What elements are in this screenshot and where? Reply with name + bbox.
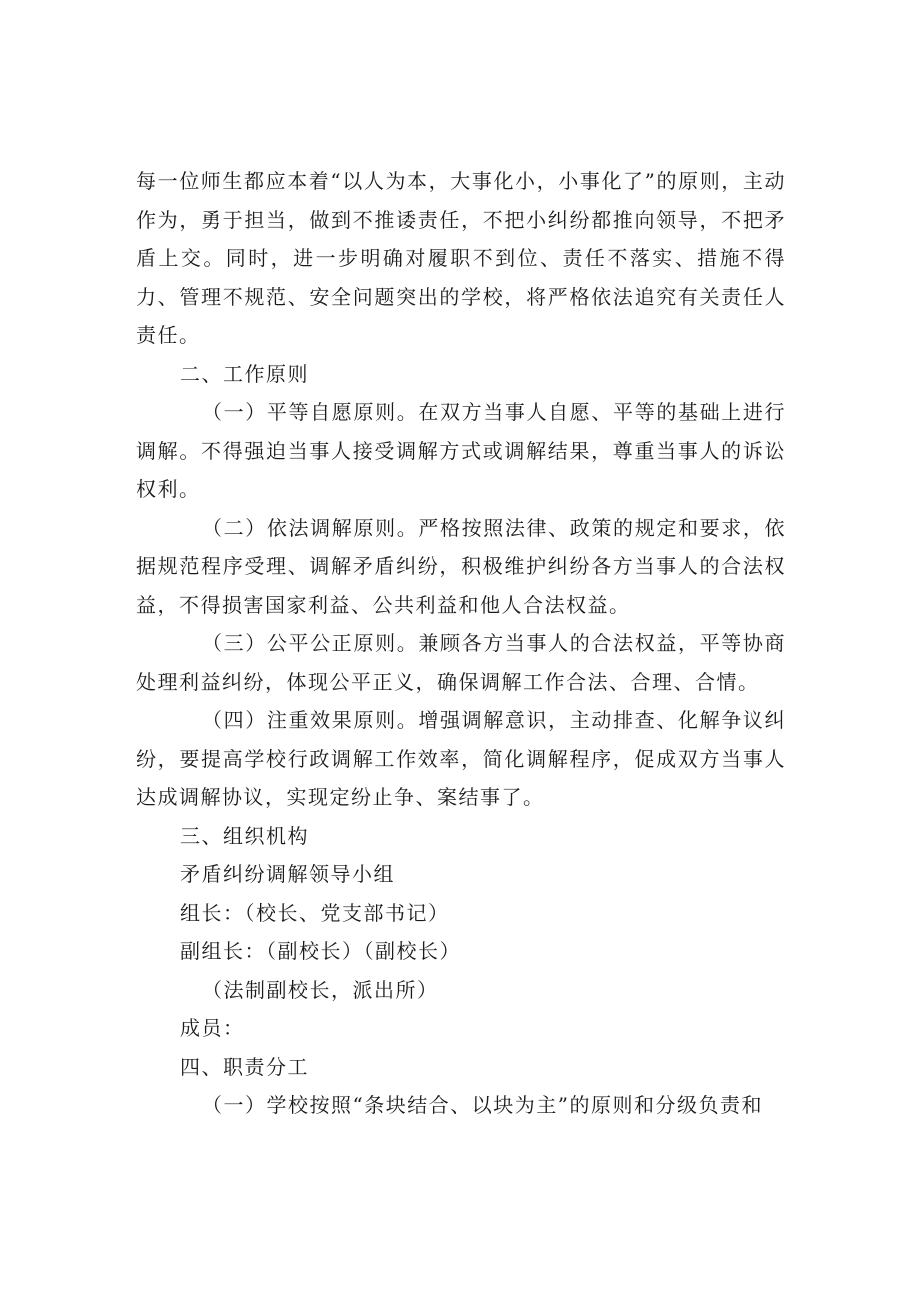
paragraph-principle-voluntary: （一）平等自愿原则。在双方当事人自愿、平等的基础上进行调解。不得强迫当事人接受调解方式或调解结果，尊重当事人的诉讼权利。 [136,400,786,501]
group-name: 矛盾纠纷调解领导小组 [180,862,395,886]
section-heading-duties: 四、职责分工 [180,1054,309,1079]
paragraph-responsibility: 每一位师生都应本着“以人为本，大事化小，小事化了”的原则，主动作为，勇于担当，做到不推诿责任，不把小纠纷都推向领导，不把矛盾上交。同时，进一步明确对履职不到位、责任不落实、措施不得力、管理不规范、安全问题突出的学校，将严格依法追究有关责任人责任。 [136,169,786,347]
group-leader-line: 组长：（校长、党支部书记） [180,900,450,925]
section-heading-work-principles: 二、工作原则 [180,361,309,386]
paragraph-principle-fairness: （三）公平公正原则。兼顾各方当事人的合法权益，平等协商处理利益纠纷，体现公平正义，确保调解工作合法、合理、合情。 [136,631,786,694]
paragraph-duty-one: （一）学校按照“条块结合、以块为主”的原则和分级负责和 [202,1093,763,1117]
deputy-leader-extra-line: （法制副校长，派出所） [202,977,439,1002]
deputy-leader-line: 副组长：（副校长）（副校长） [180,939,461,963]
members-line: 成员： [180,1016,245,1040]
section-heading-organization: 三、组织机构 [180,823,309,848]
document-body [136,162,786,1125]
paragraph-principle-effectiveness: （四）注重效果原则。增强调解意识，主动排查、化解争议纠纷，要提高学校行政调解工作效率，简化调解程序，促成双方当事人达成调解协议，实现定纷止争、案结事了。 [136,708,786,809]
paragraph-principle-lawful: （二）依法调解原则。严格按照法律、政策的规定和要求，依据规范程序受理、调解矛盾纠纷，积极维护纠纷各方当事人的合法权益，不得损害国家利益、公共利益和他人合法权益。 [136,515,786,617]
